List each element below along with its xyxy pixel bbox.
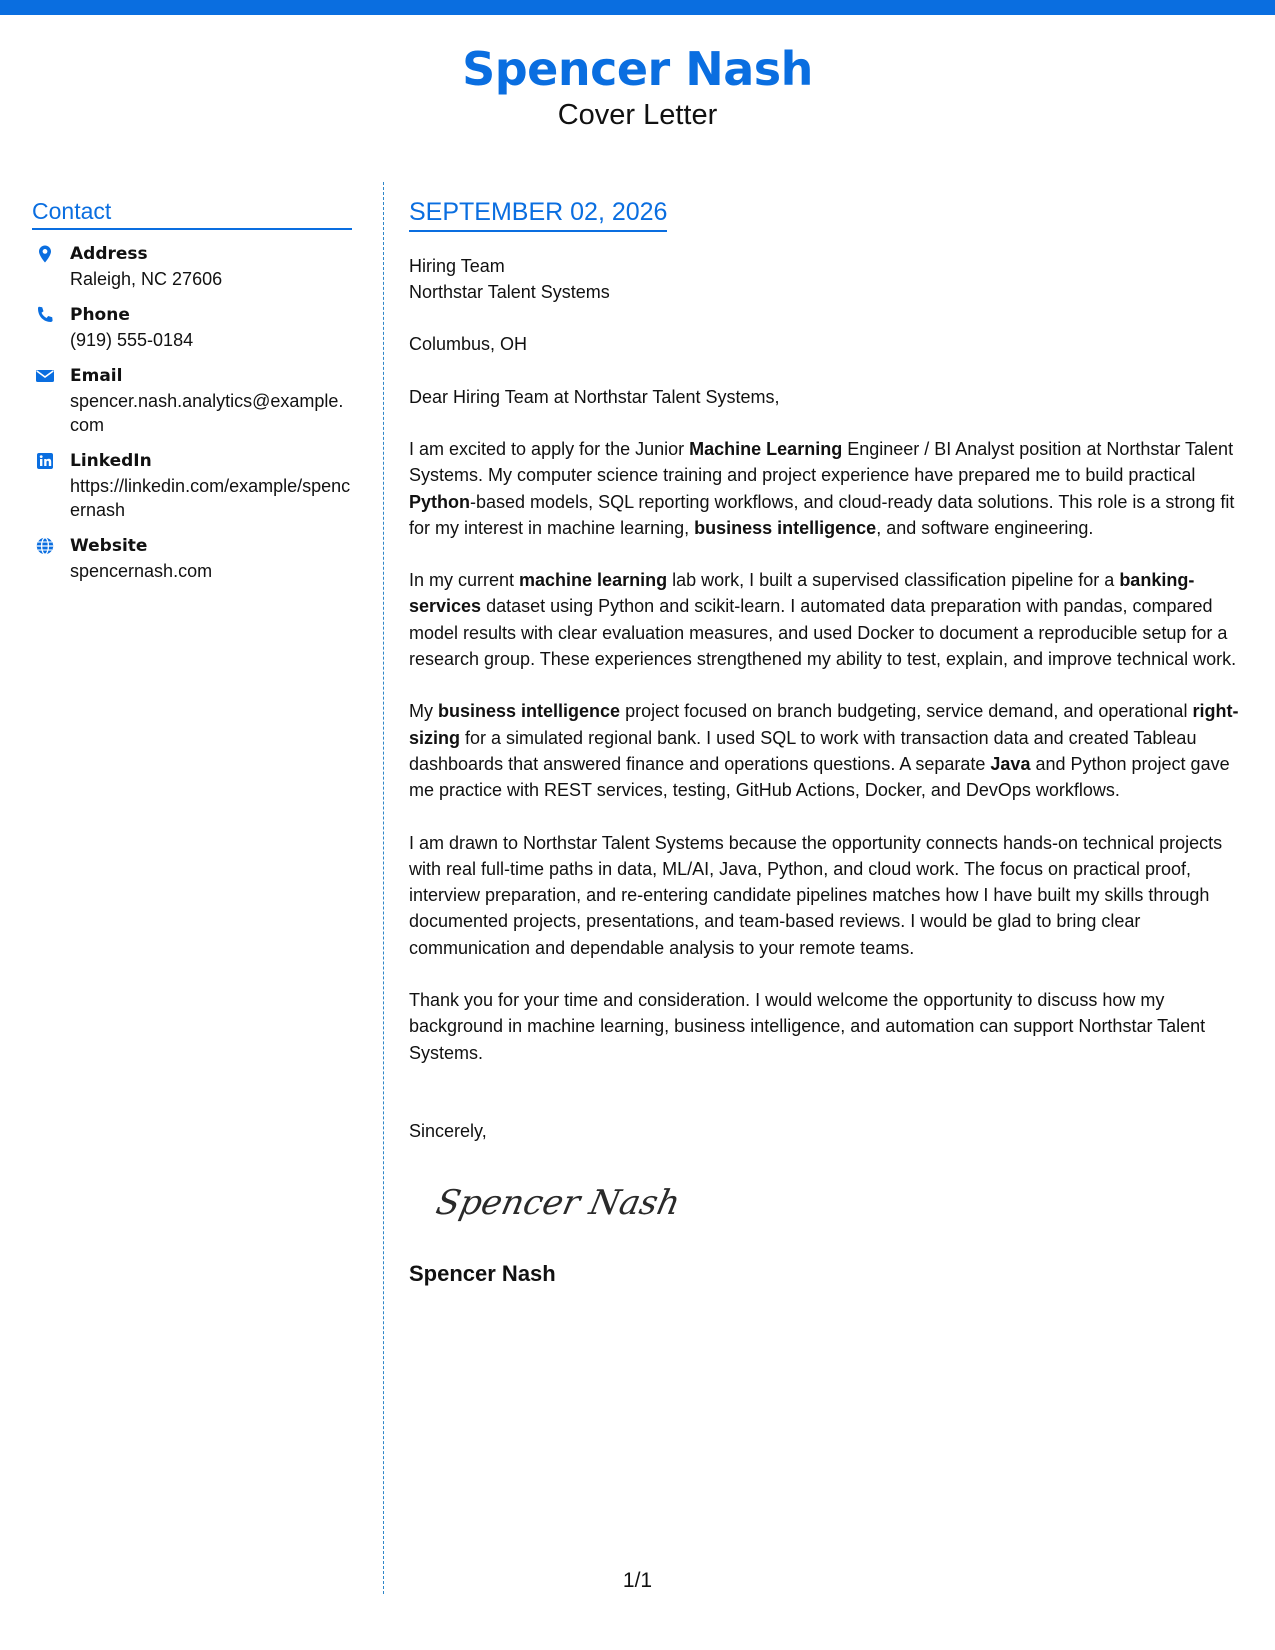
letter-paragraph bbox=[409, 830, 1251, 961]
contact-email bbox=[32, 364, 352, 437]
signer-name: Spencer Nash bbox=[409, 1260, 556, 1286]
globe-icon bbox=[35, 536, 55, 556]
letter-paragraph bbox=[409, 436, 1251, 541]
emphasized-text: Python bbox=[409, 491, 470, 512]
recipient-block bbox=[409, 253, 1251, 357]
phone-icon bbox=[35, 305, 55, 325]
emphasized-text: machine learning bbox=[519, 570, 668, 591]
paragraph-text: , and software engineering. bbox=[876, 517, 1094, 538]
contact-value: spencernash.com bbox=[70, 561, 213, 581]
paragraph-text: for a simulated regional bank. I used SQL to work with transaction data and created Tableau dashboards that answered finance and operations questions. A separate bbox=[409, 727, 1197, 774]
paragraph-text: lab work, I built a supervised classification pipeline for a bbox=[667, 570, 1120, 591]
letter-paragraph bbox=[409, 698, 1251, 803]
emphasized-text: Java bbox=[990, 753, 1031, 774]
applicant-name: Spencer Nash bbox=[462, 42, 813, 96]
location-pin-icon bbox=[35, 244, 55, 264]
page-number: 1/1 bbox=[622, 1569, 653, 1592]
paragraph-text: dataset using Python and scikit-learn. I automated data preparation with pandas, compared model results with clear evaluation measures, and used Docker to document a reproducible setup for a research group. These experiences strengthened my ability to test, explain, and improve technical work. bbox=[409, 596, 1237, 670]
contact-heading: Contact bbox=[32, 196, 352, 230]
contact-label: LinkedIn bbox=[70, 451, 152, 471]
contact-address bbox=[32, 242, 352, 291]
emphasized-text: Machine Learning bbox=[689, 439, 843, 459]
document-subtitle: Cover Letter bbox=[557, 99, 718, 131]
column-divider bbox=[383, 182, 384, 1594]
paragraph-text: project focused on branch budgeting, service demand, and operational bbox=[620, 701, 1193, 722]
paragraph-text: and Python project gave me practice with REST services, testing, GitHub Actions, Docker, and DevOps workflows. bbox=[409, 753, 1230, 801]
linkedin-icon bbox=[35, 451, 55, 471]
contact-phone bbox=[32, 303, 352, 352]
recipient-line: Hiring Team bbox=[409, 256, 505, 276]
emphasized-text: business intelligence bbox=[694, 517, 877, 538]
handwritten-signature bbox=[432, 1174, 684, 1230]
letter-date: SEPTEMBER 02, 2026 bbox=[409, 196, 667, 232]
recipient-line: Columbus, OH bbox=[409, 334, 528, 354]
contact-website bbox=[32, 534, 352, 583]
paragraph-text: In my current bbox=[409, 570, 520, 591]
letter-body bbox=[409, 196, 1251, 1288]
contact-label: Website bbox=[70, 536, 148, 556]
paragraph-text: Thank you for your time and consideration. I would welcome the opportunity to discuss how my background in machine learning, business intelligence, and automation can support Northstar Talent Systems. bbox=[409, 990, 1206, 1063]
contact-value: https://linkedin.com/example/spencernash bbox=[70, 476, 351, 520]
page-header bbox=[0, 42, 1275, 132]
paragraph-text: My bbox=[409, 701, 438, 722]
contact-value: Raleigh, NC 27606 bbox=[70, 269, 223, 289]
paragraph-text: I am excited to apply for the Junior bbox=[409, 439, 690, 459]
top-accent-bar bbox=[0, 0, 1275, 15]
contact-label: Email bbox=[70, 366, 123, 386]
emphasized-text: right-sizing bbox=[409, 701, 1239, 748]
signature-text: Spencer Nash bbox=[432, 1183, 684, 1223]
contact-sidebar bbox=[32, 196, 352, 595]
contact-value: spencer.nash.analytics@example.com bbox=[70, 391, 344, 435]
paragraph-text: I am drawn to Northstar Talent Systems because the opportunity connects hands-on technical projects with real full-time paths in data, ML/AI, Java, Python, and cloud work. The focus on practical proof, interview preparation, and re-entering candidate pipelines matches how I have built my skills through documented projects, presentations, and team-based reviews. I would be glad to bring clear communication and dependable analysis to your remote teams. bbox=[409, 832, 1223, 958]
recipient-line: Northstar Talent Systems bbox=[409, 282, 610, 302]
letter-paragraph bbox=[409, 987, 1251, 1066]
paragraph-text: Engineer / BI Analyst position at Northstar Talent Systems. My computer science training and project experience have prepared me to build practical bbox=[409, 439, 1234, 486]
emphasized-text: banking-services bbox=[409, 570, 1195, 617]
contact-value: (919) 555-0184 bbox=[70, 330, 194, 350]
envelope-icon bbox=[35, 366, 55, 386]
salutation: Dear Hiring Team at Northstar Talent Systems, bbox=[409, 387, 780, 407]
contact-label: Phone bbox=[70, 305, 130, 325]
closing: Sincerely, bbox=[409, 1120, 487, 1141]
emphasized-text: business intelligence bbox=[438, 701, 621, 722]
letter-paragraph bbox=[409, 567, 1251, 672]
contact-linkedin bbox=[32, 449, 352, 522]
contact-label: Address bbox=[70, 244, 148, 264]
paragraph-text: -based models, SQL reporting workflows, and cloud-ready data solutions. This role is a strong fit for my interest in machine learning, bbox=[409, 491, 1235, 538]
